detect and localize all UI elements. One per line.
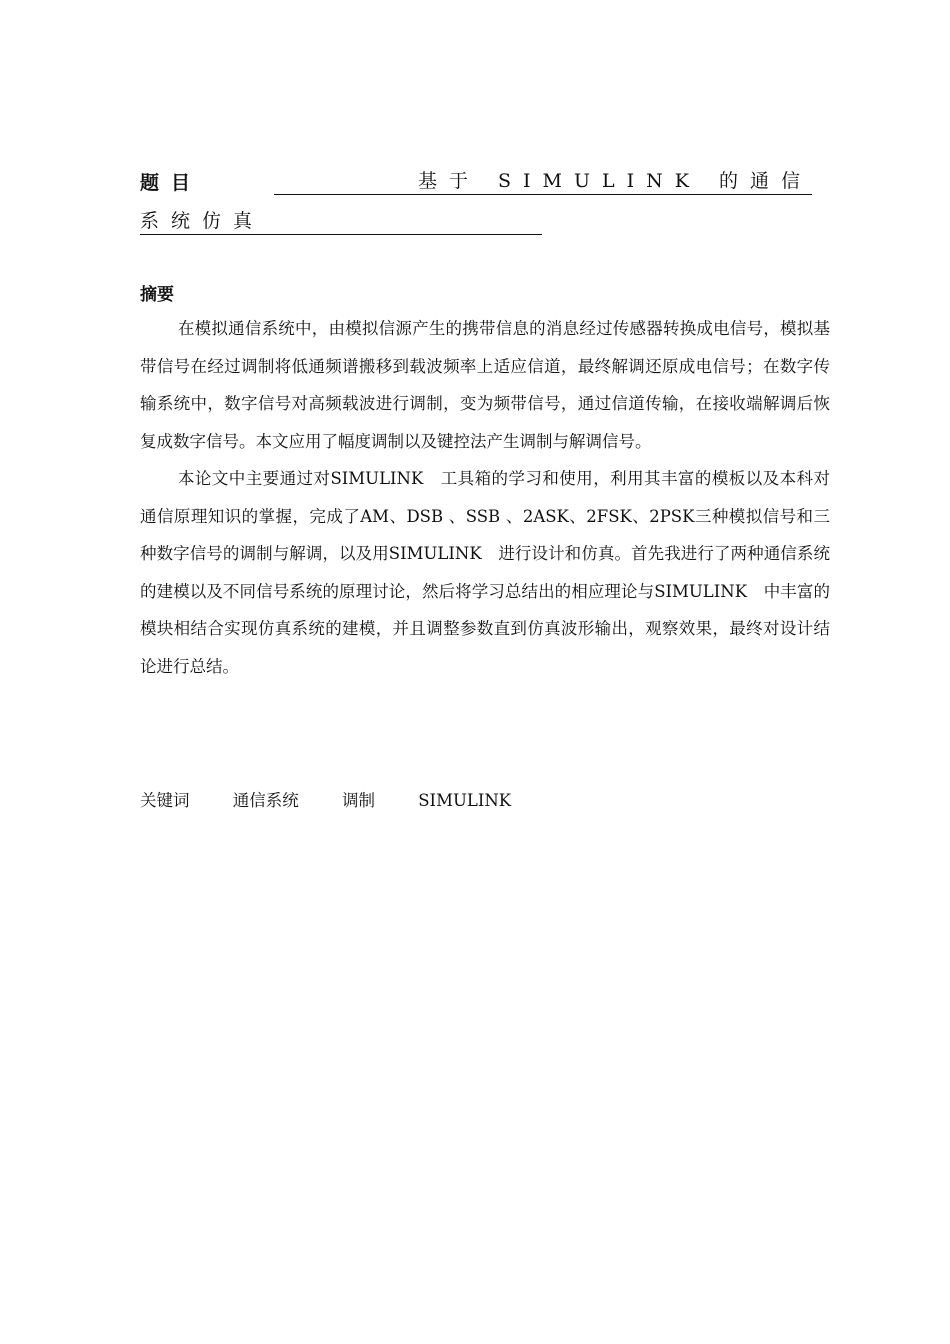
title-line-1 xyxy=(140,166,812,196)
keywords-line xyxy=(140,787,549,811)
keyword-item: 调制 xyxy=(342,791,375,810)
keyword-item: 通信系统 xyxy=(232,791,299,810)
keywords-label: 关键词 xyxy=(140,791,190,810)
abstract-paragraph-1: 在模拟通信系统中，由模拟信源产生的携带信息的消息经过传感器转换成电信号，模拟基带信号在经过调制将低通频谱搬移到载波频率上适应信道，最终解调还原成电信号；在数字传输系统中，数字信号对高频载波进行调制，变为频带信号，通过信道传输，在接收端解调后恢复成数字信号。本文应用了幅度调制以及键控法产生调制与解调信号。 xyxy=(140,319,830,451)
title-label: 题目 xyxy=(140,172,203,194)
keyword-item: SIMULINK xyxy=(418,791,512,810)
title-text-line-1: 基于 SIMULINK 的通信 xyxy=(274,166,812,195)
abstract-paragraph-2: 本论文中主要通过对SIMULINK 工具箱的学习和使用，利用其丰富的模板以及本科对通信原理知识的掌握，完成了AM、DSB 、SSB 、2ASK、2FSK、2PSK三种模拟信号和三种数字信号的调制与解调，以及用SIMULINK 进行设计和仿真。首先我进行了两种通信系统的建模以及不同信号系统的原理讨论，然后将学习总结出的相应理论与SIMULINK 中丰富的模块相结合实现仿真系统的建模，并且调整参数直到仿真波形输出，观察效果，最终对设计结论进行总结。 xyxy=(140,469,830,676)
thesis-title-block xyxy=(140,166,812,235)
title-text-line-2: 系统仿真 xyxy=(140,206,542,235)
abstract-heading: 摘要 xyxy=(140,285,174,305)
abstract-body xyxy=(140,310,830,685)
